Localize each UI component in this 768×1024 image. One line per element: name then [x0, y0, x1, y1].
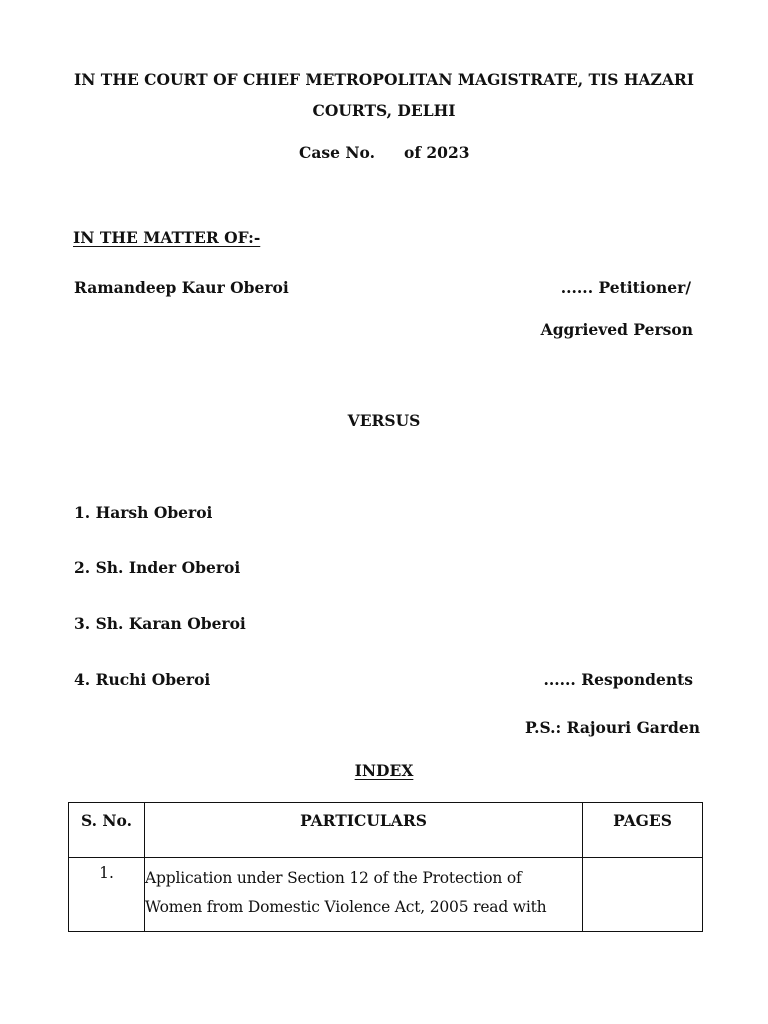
in-the-matter-heading: IN THE MATTER OF:- [73, 228, 261, 247]
row-particulars: Application under Section 12 of the Protection of Women from Domestic Violence Act, 2005 read with [145, 858, 583, 932]
court-heading-line-1: IN THE COURT OF CHIEF METROPOLITAN MAGISTRATE, TIS HAZARI [73, 70, 695, 89]
respondent-3: 3. Sh. Karan Oberoi [74, 614, 246, 633]
header-sno: S. No. [69, 803, 145, 858]
row-pages [583, 858, 703, 932]
respondent-4: 4. Ruchi Oberoi [74, 670, 211, 689]
index-title: INDEX [354, 761, 414, 780]
petitioner-name: Ramandeep Kaur Oberoi [74, 278, 289, 297]
police-station: P.S.: Rajouri Garden [524, 718, 700, 737]
respondents-role: ...... Respondents [543, 670, 693, 689]
court-heading-line-2: COURTS, DELHI [312, 101, 456, 120]
versus-label: VERSUS [347, 411, 421, 430]
case-number-label: Case No. [299, 143, 375, 162]
header-pages: PAGES [583, 803, 703, 858]
respondent-2: 2. Sh. Inder Oberoi [74, 558, 241, 577]
row-sno: 1. [69, 858, 145, 932]
case-year: of 2023 [404, 143, 470, 162]
aggrieved-person-label: Aggrieved Person [540, 320, 693, 339]
petitioner-role: ...... Petitioner/ [560, 278, 691, 297]
index-header-row [69, 803, 703, 858]
index-table [68, 802, 703, 932]
table-row [69, 858, 703, 932]
header-particulars: PARTICULARS [145, 803, 583, 858]
respondent-1: 1. Harsh Oberoi [74, 503, 213, 522]
